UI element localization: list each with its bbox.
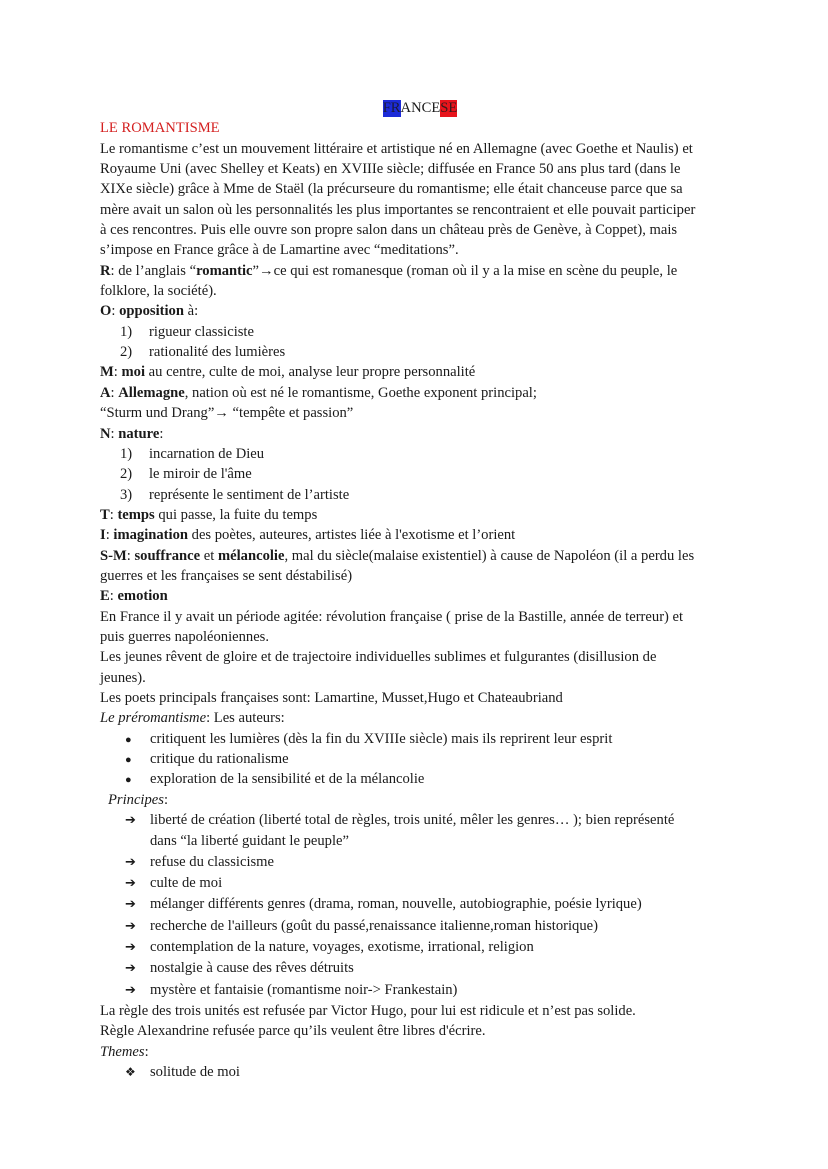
- arrow-item: [100, 894, 740, 915]
- item-number: 2): [120, 344, 133, 361]
- context-line: Les jeunes rêvent de gloire et de trajectoire individuelles sublimes et fulgurantes (disillusion de: [100, 649, 657, 666]
- arrow-item: [100, 980, 740, 1001]
- numbered-item: [100, 322, 740, 342]
- acrostic-text-cont: guerres et les françaises se sent déstabilisé): [100, 567, 353, 584]
- intro-paragraph: [100, 139, 740, 261]
- acrostic-text: au centre, culte de moi, analyse leur propre personnalité: [145, 364, 476, 381]
- item-text: liberté de création (liberté total de règles, trois unité, mêler les genres… ); bien représenté: [150, 812, 675, 829]
- acrostic-keyword: romantic: [196, 262, 253, 279]
- acrostic-keyword: souffrance: [134, 547, 201, 564]
- item-text: incarnation de Dieu: [149, 445, 265, 462]
- themes-label: Themes: [100, 1043, 145, 1060]
- context-line: En France il y avait un période agitée: révolution française ( prise de la Bastille, année de terreur) et: [100, 608, 684, 625]
- principes-colon: :: [163, 791, 168, 808]
- acrostic-text: et: [200, 547, 218, 564]
- principes-section: [100, 790, 740, 1001]
- header-part-plain: ANCE: [400, 100, 441, 116]
- numbered-item: [100, 342, 740, 362]
- rules-line: La règle des trois unités est refusée par Victor Hugo, pour lui est ridicule et n’est pas solide.: [100, 1003, 636, 1020]
- item-text: rationalité des lumières: [149, 344, 286, 361]
- arrow-right-icon: ➔: [125, 961, 136, 977]
- acrostic-letter: R: [100, 262, 111, 279]
- arrow-item: [100, 852, 740, 873]
- acrostic-o: [100, 301, 740, 362]
- acrostic-text: ”→ce qui est romanesque (roman où il y a la mise en scène du peuple, le: [252, 262, 678, 279]
- acrostic-text: , nation où est né le romantisme, Goethe exponent principal;: [184, 384, 537, 401]
- context-line: puis guerres napoléoniennes.: [100, 628, 269, 645]
- acrostic-e: [100, 586, 740, 606]
- acrostic-text: :: [159, 425, 164, 442]
- themes-section: [100, 1042, 740, 1083]
- acrostic-r: [100, 261, 740, 302]
- bullet-item: [100, 769, 740, 789]
- item-number: 1): [120, 323, 133, 340]
- principes-label: Principes: [108, 791, 164, 808]
- arrow-right-icon: ➔: [125, 918, 136, 934]
- numbered-item: [100, 444, 740, 464]
- themes-colon: :: [144, 1043, 149, 1060]
- item-text: contemplation de la nature, voyages, exotisme, irrational, religion: [150, 939, 534, 956]
- intro-line: s’impose en France grâce à de Lamartine avec “meditations”.: [100, 242, 459, 259]
- acrostic-keyword: temps: [117, 506, 155, 523]
- header-france: [100, 98, 740, 118]
- preromantisme-section: [100, 708, 740, 789]
- acrostic-text: , mal du siècle(malaise existentiel) à cause de Napoléon (il a perdu les: [284, 547, 695, 564]
- bullet-icon: ●: [125, 733, 132, 746]
- arrow-item: [100, 810, 740, 852]
- acrostic-keyword: opposition: [119, 303, 184, 320]
- item-text: nostalgie à cause des rêves détruits: [150, 960, 354, 977]
- preromantisme-intro: : Les auteurs:: [206, 710, 285, 727]
- acrostic-keyword: imagination: [113, 527, 188, 544]
- acrostic-sep: :: [105, 527, 114, 544]
- diamond-item: [100, 1062, 740, 1082]
- document-page: [100, 98, 740, 1083]
- acrostic-letter: N: [100, 425, 111, 442]
- acrostic-text: des poètes, auteures, artistes liée à l'exotisme et l’orient: [188, 527, 516, 544]
- arrow-item: [100, 916, 740, 937]
- acrostic-sep: :: [110, 384, 119, 401]
- bullet-item: [100, 749, 740, 769]
- header-part-blue: FR: [382, 100, 401, 116]
- acrostic-keyword: Allemagne: [118, 384, 185, 401]
- acrostic-letter: T: [100, 506, 110, 523]
- acrostic-letter: M: [100, 364, 114, 381]
- acrostic-text-cont: folklore, la société).: [100, 283, 217, 300]
- header-part-red: SE: [440, 100, 458, 116]
- acrostic-sm: [100, 546, 740, 587]
- arrow-item: [100, 937, 740, 958]
- item-text-cont: dans “la liberté guidant le peuple”: [150, 833, 349, 850]
- item-text: critiquent les lumières (dès la fin du XVIIIe siècle) mais ils reprirent leur esprit: [150, 730, 613, 747]
- intro-line: Le romantisme c’est un mouvement littéraire et artistique né en Allemagne (avec Goethe et Naulis) et: [100, 140, 693, 157]
- acrostic-sep: :: [111, 303, 120, 320]
- acrostic-text: qui passe, la fuite du temps: [154, 506, 318, 523]
- item-text: le miroir de l'âme: [149, 466, 252, 483]
- intro-line: à ces rencontres. Puis elle ouvre son propre salon dans un château près de Genève, à Coppet), mais: [100, 222, 678, 239]
- item-text: rigueur classiciste: [149, 323, 254, 340]
- acrostic-n: [100, 424, 740, 505]
- numbered-item: [100, 464, 740, 484]
- acrostic-letter: O: [100, 303, 112, 320]
- arrow-item: [100, 873, 740, 894]
- arrow-right-icon: ➔: [125, 940, 136, 956]
- diamond-bullet-icon: ❖: [125, 1065, 136, 1080]
- bullet-icon: ●: [125, 754, 132, 766]
- arrow-right-icon: ➔: [125, 876, 136, 892]
- acrostic-letter: I: [100, 527, 106, 544]
- item-text: représente le sentiment de l’artiste: [149, 486, 350, 503]
- acrostic-a: [100, 383, 740, 424]
- acrostic-sep: :: [126, 547, 135, 564]
- arrow-right-icon: ➔: [125, 897, 136, 913]
- acrostic-keyword: moi: [121, 364, 145, 381]
- arrow-item: [100, 958, 740, 979]
- item-text: critique du rationalisme: [150, 751, 289, 767]
- acrostic-text: à:: [183, 303, 199, 320]
- context-paragraph: [100, 607, 740, 709]
- acrostic-letter: S-M: [100, 547, 127, 564]
- acrostic-letter: A: [100, 384, 111, 401]
- arrow-right-icon: ➔: [125, 813, 136, 829]
- acrostic-sep: :: [109, 506, 118, 523]
- intro-line: Royaume Uni (avec Shelley et Keats) en XVIIIe siècle; diffusée en France 50 ans plus tard (dans le: [100, 161, 681, 178]
- item-text: culte de moi: [150, 875, 223, 892]
- acrostic-keyword: nature: [118, 425, 160, 442]
- item-text: solitude de moi: [150, 1064, 240, 1081]
- item-text: exploration de la sensibilité et de la mélancolie: [150, 771, 425, 788]
- acrostic-m: [100, 362, 740, 382]
- acrostic-text-cont: “Sturm und Drang”→ “tempête et passion”: [100, 405, 354, 422]
- numbered-item: [100, 485, 740, 505]
- rules-paragraph: [100, 1001, 740, 1042]
- bullet-item: [100, 729, 740, 749]
- acrostic-sep: :: [110, 425, 119, 442]
- item-number: 2): [120, 466, 133, 483]
- arrow-right-icon: ➔: [125, 854, 136, 870]
- item-text: refuse du classicisme: [150, 853, 275, 870]
- item-text: recherche de l'ailleurs (goût du passé,renaissance italienne,roman historique): [150, 917, 598, 934]
- acrostic-i: [100, 525, 740, 545]
- intro-line: XIXe siècle) grâce à Mme de Staël (la précurseure du romantisme; elle était chanceuse parce que sa: [100, 181, 683, 198]
- acrostic-letter: E: [100, 588, 110, 605]
- arrow-right-icon: ➔: [125, 982, 136, 998]
- acrostic-sep: :: [113, 364, 122, 381]
- acrostic-sep: : de l’anglais “: [110, 262, 197, 279]
- item-text: mystère et fantaisie (romantisme noir-> Frankestain): [150, 981, 458, 998]
- context-line: Les poets principals françaises sont: Lamartine, Musset,Hugo et Chateaubriand: [100, 689, 563, 706]
- acrostic-keyword-2: mélancolie: [217, 547, 285, 564]
- item-number: 1): [120, 445, 133, 462]
- rules-line: Règle Alexandrine refusée parce qu’ils veulent être libres d'écrire.: [100, 1023, 486, 1040]
- preromantisme-label: Le préromantisme: [100, 710, 207, 727]
- item-text: mélanger différents genres (drama, roman, nouvelle, autobiographie, poésie lyrique): [150, 896, 642, 913]
- acrostic-t: [100, 505, 740, 525]
- section-title: LE ROMANTISME: [100, 120, 220, 137]
- bullet-icon: ●: [125, 774, 132, 787]
- intro-line: mère avait un salon où les personnalités les plus importantes se rencontraient et elle pouvait participer: [100, 201, 696, 218]
- acrostic-keyword: emotion: [117, 588, 168, 605]
- item-number: 3): [120, 486, 133, 503]
- context-line: jeunes).: [100, 669, 146, 686]
- acrostic-sep: :: [109, 588, 118, 605]
